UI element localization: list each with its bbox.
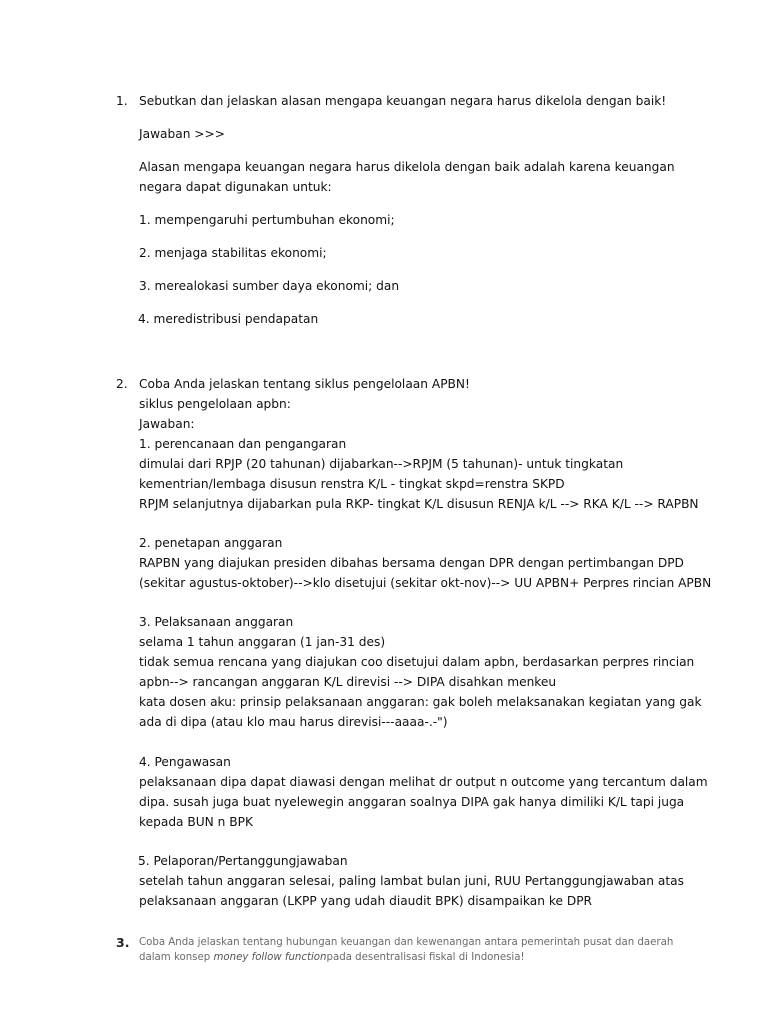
step-2-title: 2. penetapan anggaran [139, 536, 283, 550]
question-2-text: Coba Anda jelaskan tentang siklus pengelolaan APBN! [139, 377, 470, 391]
step-3-line: kata dosen aku: prinsip pelaksanaan anggaran: gak boleh melaksanakan kegiatan yang gak [139, 695, 702, 709]
question-3-emphasis: money follow function [213, 952, 327, 963]
step-4-title: 4. Pengawasan [139, 755, 231, 769]
step-5-title: 5. Pelaporan/Pertanggungjawaban [138, 854, 348, 868]
step-1-line: kementrian/lembaga disusun renstra K/L - tingkat skpd=renstra SKPD [139, 477, 565, 491]
question-3-line: Coba Anda jelaskan tentang hubungan keuangan dan kewenangan antara pemerintah pusat dan daerah [139, 937, 674, 948]
question-1-number: 1. [116, 94, 128, 108]
question-1-point: 1. mempengaruhi pertumbuhan ekonomi; [139, 213, 395, 227]
step-1-title: 1. perencanaan dan pengangaran [139, 437, 347, 451]
step-3-title: 3. Pelaksanaan anggaran [139, 615, 294, 629]
question-3-number: 3. [116, 935, 130, 950]
step-3-line: selama 1 tahun anggaran (1 jan-31 des) [139, 635, 386, 649]
step-3-line: apbn--> rancangan anggaran K/L direvisi --> DIPA disahkan menkeu [139, 675, 557, 689]
question-3-prefix: dalam konsep [139, 952, 214, 963]
step-4-line: pelaksanaan dipa dapat diawasi dengan melihat dr output n outcome yang tercantum dalam [139, 775, 708, 789]
step-4-line: kepada BUN n BPK [139, 815, 253, 829]
step-3-line: tidak semua rencana yang diajukan coo disetujui dalam apbn, berdasarkan perpres rincian [139, 655, 695, 669]
step-1-line: RPJM selanjutnya dijabarkan pula RKP- tingkat K/L disusun RENJA k/L --> RKA K/L --> RAPBN [139, 497, 699, 511]
step-1-line: dimulai dari RPJP (20 tahunan) dijabarkan-->RPJM (5 tahunan)- untuk tingkatan [139, 457, 624, 471]
step-5-line: setelah tahun anggaran selesai, paling lambat bulan juni, RUU Pertanggungjawaban atas [139, 874, 684, 888]
question-1-point: 2. menjaga stabilitas ekonomi; [139, 246, 327, 260]
step-4-line: dipa. susah juga buat nyelewegin anggaran soalnya DIPA gak hanya dimiliki K/L tapi juga [139, 795, 685, 809]
question-1-point: 4. meredistribusi pendapatan [138, 312, 319, 326]
step-2-line: RAPBN yang diajukan presiden dibahas bersama dengan DPR dengan pertimbangan DPD [139, 556, 684, 570]
question-1-text: Sebutkan dan jelaskan alasan mengapa keuangan negara harus dikelola dengan baik! [139, 94, 667, 108]
question-2-answer-label: Jawaban: [139, 417, 195, 431]
question-2-subtitle: siklus pengelolaan apbn: [139, 397, 291, 411]
step-2-line: (sekitar agustus-oktober)-->klo disetujui (sekitar okt-nov)--> UU APBN+ Perpres rincian APBN [139, 576, 712, 590]
question-1-answer-label: Jawaban >>> [139, 127, 225, 141]
step-3-line: ada di dipa (atau klo mau harus direvisi---aaaa-.-") [139, 715, 448, 729]
question-2-number: 2. [116, 377, 128, 391]
question-3-suffix: pada desentralisasi fiskal di Indonesia! [326, 952, 525, 963]
step-5-line: pelaksanaan anggaran (LKPP yang udah diaudit BPK) disampaikan ke DPR [139, 894, 593, 908]
question-1-intro-line: Alasan mengapa keuangan negara harus dikelola dengan baik adalah karena keuangan [139, 160, 675, 174]
question-1-point: 3. merealokasi sumber daya ekonomi; dan [139, 279, 400, 293]
question-1-intro-line: negara dapat digunakan untuk: [139, 180, 332, 194]
question-3-line [139, 950, 525, 965]
